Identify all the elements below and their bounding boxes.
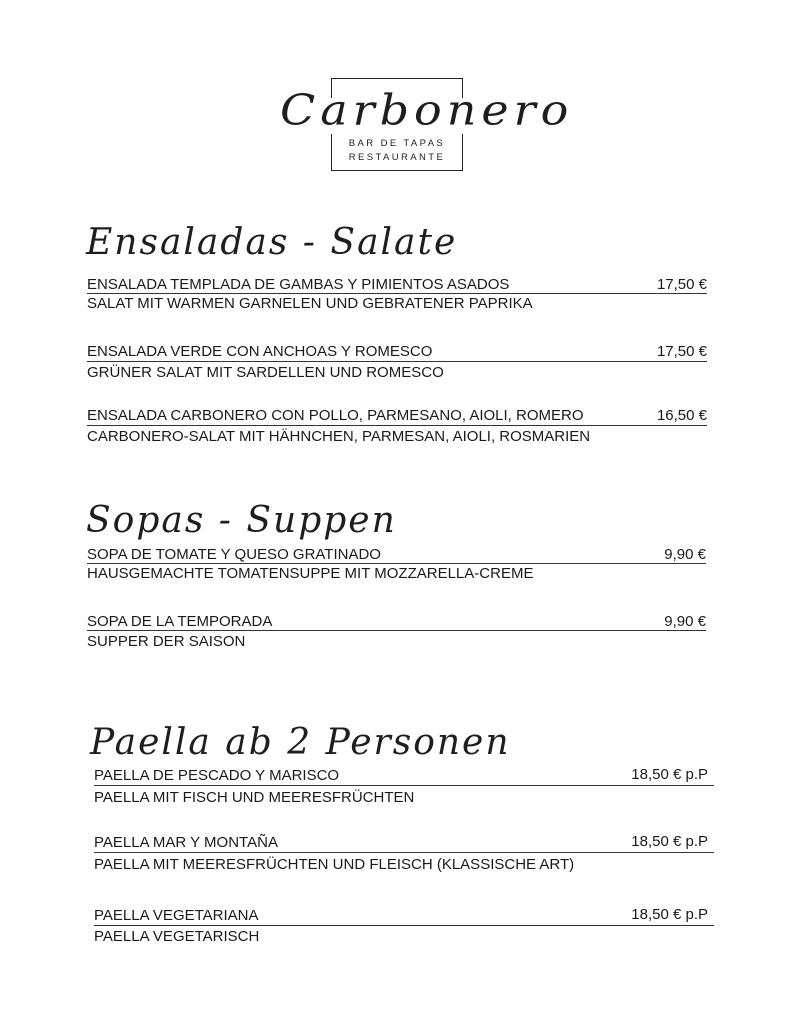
section-title-ensaladas: Ensaladas - Salate <box>86 222 458 263</box>
item-name-es: PAELLA VEGETARIANA <box>94 907 259 924</box>
item-name-de: SUPPER DER SAISON <box>87 633 246 650</box>
item-name-de: PAELLA VEGETARISCH <box>94 928 260 945</box>
item-name-es: ENSALADA VERDE CON ANCHOAS Y ROMESCO <box>87 343 433 360</box>
item-name-es: SOPA DE TOMATE Y QUESO GRATINADO <box>87 546 381 563</box>
item-divider <box>87 563 706 564</box>
logo-subtitle-2: RESTAURANTE <box>348 152 446 163</box>
item-name-es: PAELLA DE PESCADO Y MARISCO <box>94 767 340 784</box>
item-divider <box>94 925 714 926</box>
item-divider <box>87 293 707 294</box>
section-title-paella: Paella ab 2 Personen <box>90 722 511 763</box>
item-divider <box>87 361 707 362</box>
item-name-es: SOPA DE LA TEMPORADA <box>87 613 273 630</box>
section-title-sopas: Sopas - Suppen <box>86 500 397 541</box>
item-price: 18,50 € p.P <box>631 766 708 783</box>
item-name-de: HAUSGEMACHTE TOMATENSUPPE MIT MOZZARELLA-CREME <box>87 565 534 582</box>
item-divider <box>94 785 714 786</box>
item-divider <box>87 425 707 426</box>
item-price: 17,50 € <box>656 276 707 293</box>
item-name-de: CARBONERO-SALAT MIT HÄHNCHEN, PARMESAN, AIOLI, ROSMARIEN <box>87 428 591 445</box>
logo-script-name: Carbonero <box>280 85 574 135</box>
item-price: 16,50 € <box>656 407 707 424</box>
item-name-es: ENSALADA TEMPLADA DE GAMBAS Y PIMIENTOS ASADOS <box>87 276 510 293</box>
item-price: 9,90 € <box>664 546 706 563</box>
item-name-de: GRÜNER SALAT MIT SARDELLEN UND ROMESCO <box>87 364 444 381</box>
item-name-de: SALAT MIT WARMEN GARNELEN UND GEBRATENER PAPRIKA <box>87 295 533 312</box>
item-name-de: PAELLA MIT MEERESFRÜCHTEN UND FLEISCH (KLASSISCHE ART) <box>94 856 575 873</box>
item-price: 18,50 € p.P <box>631 833 708 850</box>
item-price: 9,90 € <box>664 613 706 630</box>
item-name-de: PAELLA MIT FISCH UND MEERESFRÜCHTEN <box>94 789 415 806</box>
item-name-es: ENSALADA CARBONERO CON POLLO, PARMESANO, AIOLI, ROMERO <box>87 407 584 424</box>
item-price: 18,50 € p.P <box>631 906 708 923</box>
logo-subtitle-1: BAR DE TAPAS <box>348 138 446 149</box>
item-price: 17,50 € <box>656 343 707 360</box>
item-name-es: PAELLA MAR Y MONTAÑA <box>94 834 278 851</box>
item-divider <box>87 630 706 631</box>
item-divider <box>94 852 714 853</box>
